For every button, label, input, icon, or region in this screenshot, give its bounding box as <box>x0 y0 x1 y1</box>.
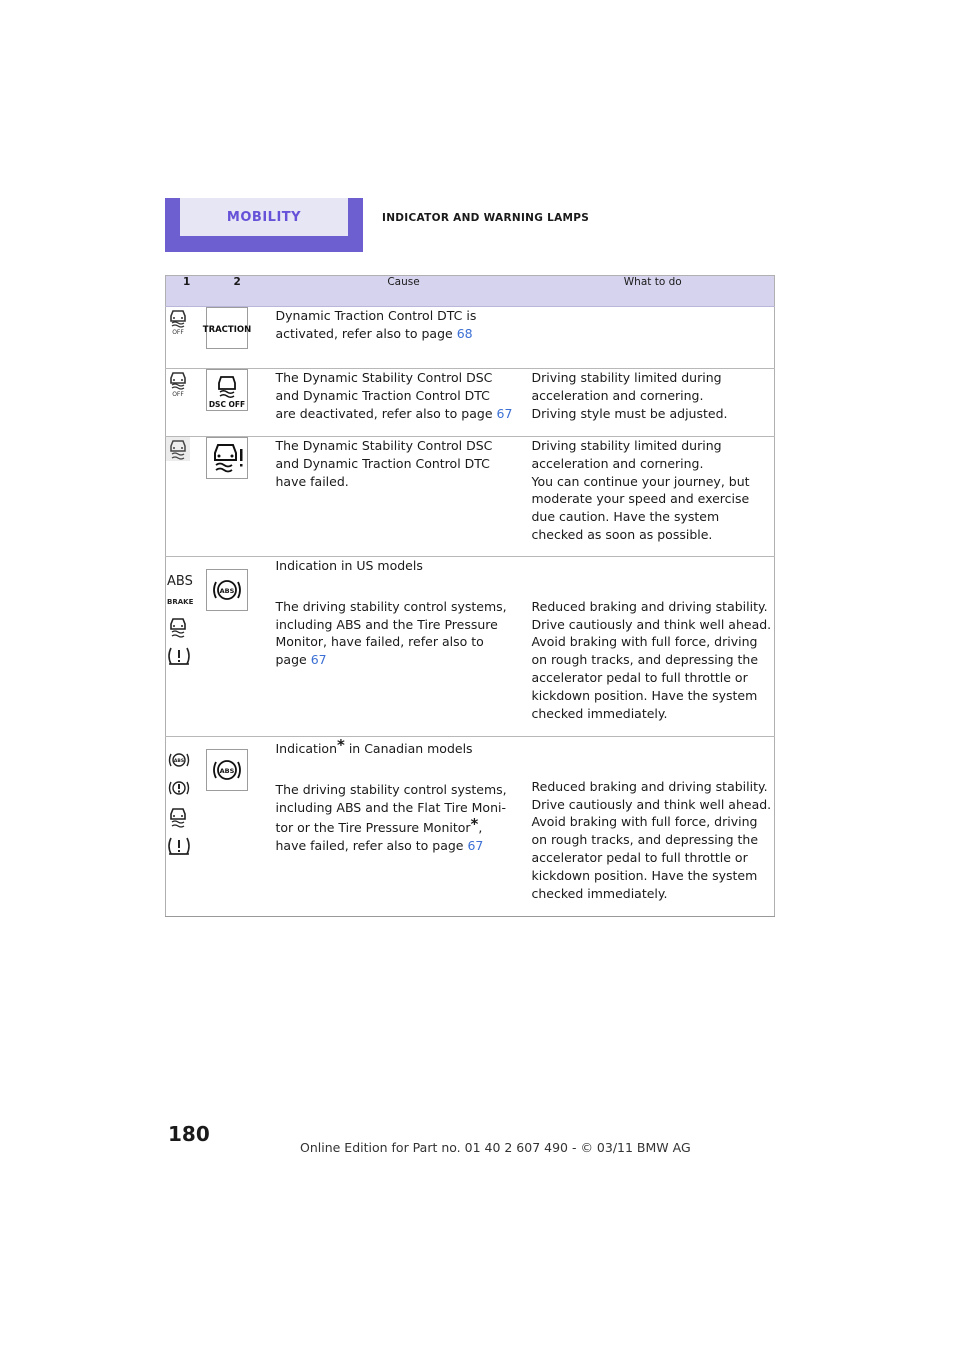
dsc-icon <box>166 805 190 829</box>
svg-text:DSC OFF: DSC OFF <box>208 400 245 409</box>
row-icons-col2 <box>206 437 276 557</box>
what-to-do-cell <box>532 737 775 917</box>
cause-cell <box>276 737 532 917</box>
cause-text: The driving stability control systems, including ABS and the Tire Pressure Monitor, have failed, refer also to page 67 <box>275 598 507 668</box>
row-icons-col2 <box>202 307 276 369</box>
row-icons-col1 <box>166 737 206 917</box>
what-to-do-text: Reduced braking and driving stability. Drive cautiously and think well ahead. Avoid braking with full force, driving on rough tracks, and depressing the accelerator pedal to full throttle or kickdown position. Have the system checked immediately. <box>531 778 772 901</box>
row-icons-col2 <box>206 737 276 917</box>
edition-footer: Online Edition for Part no. 01 40 2 607 490 - © 03/11 BMW AG <box>300 1140 691 1155</box>
table-row <box>166 369 775 437</box>
cause-text: The Dynamic Stability Control DSC and Dynamic Traction Control DTC are deactivated, refer also to page 67 <box>275 370 513 421</box>
svg-text:ABS: ABS <box>219 587 234 595</box>
row-icons-col1 <box>166 369 206 437</box>
what-to-do-text: Reduced braking and driving stability. Drive cautiously and think well ahead. Avoid braking with full force, driving on rough tracks, and depressing the accelerator pedal to full throttle or kickdown position. Have the system checked immediately. <box>531 598 772 721</box>
tire-pressure-warning-icon <box>166 835 192 857</box>
what-to-do-cell <box>532 557 775 737</box>
section-title: INDICATOR AND WARNING LAMPS <box>382 212 590 224</box>
brake-warning-icon <box>166 777 192 799</box>
dsc-icon <box>166 615 190 639</box>
dsc-off-icon <box>166 307 190 335</box>
indicator-lamps-table <box>165 275 775 917</box>
cause-cell <box>276 437 532 557</box>
optional-equipment-star: * <box>470 815 479 834</box>
traction-icon <box>202 307 251 349</box>
cause-text: Dynamic Traction Control DTC is activated, refer also to page 68 <box>275 308 477 341</box>
indication-note: Indication* in Canadian models <box>275 736 473 756</box>
svg-text:OFF: OFF <box>172 391 184 398</box>
row-icons-col2 <box>206 369 276 437</box>
brake-text-icon <box>166 595 192 607</box>
optional-equipment-star: * <box>337 736 345 754</box>
cause-text: The Dynamic Stability Control DSC and Dynamic Traction Control DTC have failed. <box>275 438 493 489</box>
column-header-cause: Cause <box>276 276 532 307</box>
cause-cell <box>276 369 532 437</box>
column-header-2: 2 <box>206 276 276 307</box>
dsc-failure-icon <box>206 437 248 479</box>
abs-circle-icon <box>166 749 192 771</box>
row-icons-col1 <box>166 437 206 557</box>
cause-cell <box>276 307 532 369</box>
cause-text: The driving stability control systems, including ABS and the Flat Tire Moni- tor or the Tire Pressure Monitor*, have failed, refer also to page 67 <box>275 781 507 854</box>
svg-text:ABS: ABS <box>219 767 234 775</box>
page-reference-link[interactable]: 67 <box>310 652 327 668</box>
page-reference-link[interactable]: 67 <box>467 838 484 854</box>
table-header-row <box>166 276 775 307</box>
table-row <box>166 437 775 557</box>
what-to-do-cell <box>532 369 775 437</box>
dsc-off-icon <box>166 369 190 397</box>
page-number: 180 <box>168 1122 210 1146</box>
abs-circle-icon <box>206 749 248 791</box>
what-to-do-text: Driving stability limited during acceleration and cornering. You can continue your journey, but moderate your speed and exercise due caution. Have the system checked as soon as possible. <box>531 438 750 542</box>
svg-text:ABS: ABS <box>173 759 185 764</box>
svg-text:ABS: ABS <box>167 574 193 589</box>
cause-cell <box>276 557 532 737</box>
chapter-tab-label: MOBILITY <box>226 209 302 225</box>
svg-text:TRACTION: TRACTION <box>202 325 251 335</box>
chapter-tab-label-box <box>180 198 348 236</box>
what-to-do-cell <box>532 437 775 557</box>
dsc-off-box-icon <box>206 369 248 411</box>
indication-note: Indication in US models <box>275 558 423 573</box>
svg-text:BRAKE: BRAKE <box>167 598 194 606</box>
row-icons-col1 <box>166 307 206 369</box>
tire-pressure-warning-icon <box>166 645 192 667</box>
table-row <box>166 737 775 917</box>
svg-text:OFF: OFF <box>172 329 184 336</box>
row-icons-col1 <box>166 557 206 737</box>
table-row <box>166 557 775 737</box>
what-to-do-cell <box>532 307 775 369</box>
what-to-do-text: Driving stability limited during acceleration and cornering. Driving style must be adjusted. <box>531 370 728 421</box>
table-row <box>166 307 775 369</box>
column-header-1: 1 <box>166 276 206 307</box>
page-reference-link[interactable]: 67 <box>496 405 513 421</box>
abs-circle-icon <box>206 569 248 611</box>
dsc-icon <box>166 437 190 461</box>
abs-text-icon <box>166 571 192 589</box>
column-header-what-to-do: What to do <box>532 276 775 307</box>
page-reference-link[interactable]: 68 <box>456 325 473 341</box>
row-icons-col2 <box>206 557 276 737</box>
